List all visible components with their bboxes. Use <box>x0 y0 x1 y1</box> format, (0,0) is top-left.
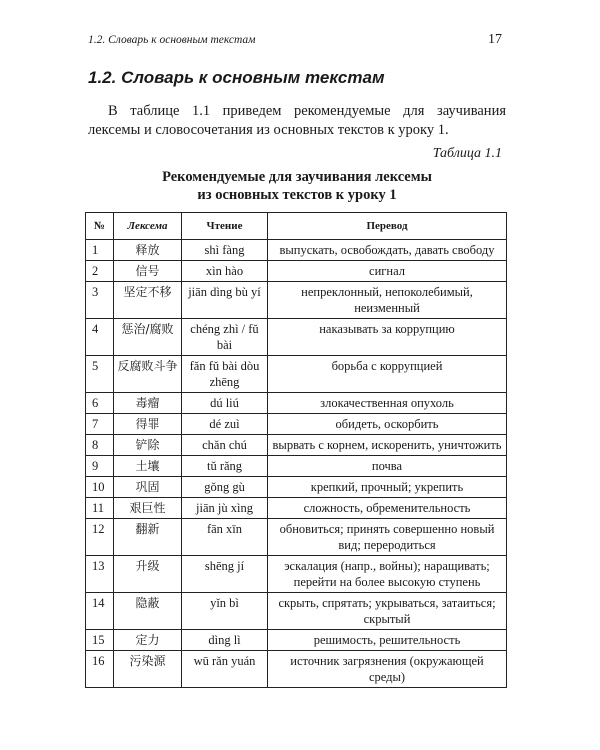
row-lexeme: 隐蔽 <box>114 593 182 630</box>
table-caption <box>88 168 506 204</box>
row-translation: сигнал <box>268 261 507 282</box>
row-translation: вырвать с корнем, искоренить, уничтожить <box>268 435 507 456</box>
row-number: 9 <box>86 456 114 477</box>
row-number: 3 <box>86 282 114 319</box>
row-lexeme: 土壤 <box>114 456 182 477</box>
table-header-row <box>86 213 507 240</box>
row-lexeme: 反腐败斗争 <box>114 356 182 393</box>
row-number: 7 <box>86 414 114 435</box>
row-reading: wū rǎn yuán <box>182 651 268 688</box>
table-label: Таблица 1.1 <box>432 146 502 161</box>
row-number: 15 <box>86 630 114 651</box>
row-reading: tǔ rǎng <box>182 456 268 477</box>
row-lexeme: 升级 <box>114 556 182 593</box>
row-reading: fǎn fǔ bài dòu zhēng <box>182 356 268 393</box>
table-row <box>86 393 507 414</box>
row-translation: борьба с коррупцией <box>268 356 507 393</box>
row-lexeme: 艰巨性 <box>114 498 182 519</box>
table-row <box>86 261 507 282</box>
row-translation: обидеть, оскорбить <box>268 414 507 435</box>
table-row <box>86 630 507 651</box>
row-reading: dé zuì <box>182 414 268 435</box>
table-row <box>86 477 507 498</box>
table-row <box>86 498 507 519</box>
page-number: 17 <box>488 32 502 47</box>
row-number: 14 <box>86 593 114 630</box>
row-number: 2 <box>86 261 114 282</box>
header-translation: Перевод <box>268 213 507 240</box>
row-lexeme: 翻新 <box>114 519 182 556</box>
table-row <box>86 519 507 556</box>
row-reading: shēng jí <box>182 556 268 593</box>
row-reading: dìng lì <box>182 630 268 651</box>
table-row <box>86 282 507 319</box>
row-translation: непреклонный, непоколебимый, неизменный <box>268 282 507 319</box>
row-lexeme: 定力 <box>114 630 182 651</box>
running-head: 1.2. Словарь к основным текстам <box>88 34 256 46</box>
row-number: 1 <box>86 240 114 261</box>
row-number: 6 <box>86 393 114 414</box>
row-number: 5 <box>86 356 114 393</box>
row-lexeme: 铲除 <box>114 435 182 456</box>
table-row <box>86 240 507 261</box>
row-lexeme: 信号 <box>114 261 182 282</box>
table-caption-line2: из основных текстов к уроку 1 <box>197 187 397 203</box>
row-number: 16 <box>86 651 114 688</box>
table-row <box>86 435 507 456</box>
row-number: 13 <box>86 556 114 593</box>
table-row <box>86 651 507 688</box>
row-lexeme: 巩固 <box>114 477 182 498</box>
row-reading: yǐn bì <box>182 593 268 630</box>
header-number: № <box>86 213 114 240</box>
table-row <box>86 593 507 630</box>
row-translation: эскалация (напр., войны); наращивать; перейти на более высокую ступень <box>268 556 507 593</box>
table-body <box>86 240 507 688</box>
row-reading: shì fàng <box>182 240 268 261</box>
row-number: 10 <box>86 477 114 498</box>
table-row <box>86 414 507 435</box>
row-number: 8 <box>86 435 114 456</box>
row-translation: сложность, обременительность <box>268 498 507 519</box>
row-number: 11 <box>86 498 114 519</box>
section-title: 1.2. Словарь к основным текстам <box>88 68 385 87</box>
table-row <box>86 356 507 393</box>
row-translation: наказывать за коррупцию <box>268 319 507 356</box>
row-reading: chéng zhì / fǔ bài <box>182 319 268 356</box>
header-lexeme: Лексема <box>114 213 182 240</box>
row-reading: gǒng gù <box>182 477 268 498</box>
row-lexeme: 释放 <box>114 240 182 261</box>
row-reading: dú liú <box>182 393 268 414</box>
row-number: 4 <box>86 319 114 356</box>
row-translation: злокачественная опухоль <box>268 393 507 414</box>
vocabulary-table <box>85 212 507 688</box>
table-row <box>86 319 507 356</box>
row-lexeme: 惩治/腐败 <box>114 319 182 356</box>
row-reading: fān xīn <box>182 519 268 556</box>
table-row <box>86 556 507 593</box>
row-lexeme: 污染源 <box>114 651 182 688</box>
row-number: 12 <box>86 519 114 556</box>
row-reading: chǎn chú <box>182 435 268 456</box>
row-lexeme: 坚定不移 <box>114 282 182 319</box>
table-caption-line1: Рекомендуемые для заучивания лексемы <box>162 169 432 185</box>
row-lexeme: 得罪 <box>114 414 182 435</box>
row-translation: решимость, решительность <box>268 630 507 651</box>
row-reading: jiān dìng bù yí <box>182 282 268 319</box>
row-translation: обновиться; принять совершенно новый вид; переродиться <box>268 519 507 556</box>
row-lexeme: 毒瘤 <box>114 393 182 414</box>
row-reading: jiān jù xìng <box>182 498 268 519</box>
header-reading: Чтение <box>182 213 268 240</box>
intro-paragraph: В таблице 1.1 приведем рекомендуемые для заучивания лексемы и словосочетания из основных текстов к уроку 1. <box>88 103 506 138</box>
row-translation: почва <box>268 456 507 477</box>
table-row <box>86 456 507 477</box>
row-reading: xìn hào <box>182 261 268 282</box>
row-translation: крепкий, прочный; укрепить <box>268 477 507 498</box>
row-translation: скрыть, спрятать; укрываться, затаиться; скрытый <box>268 593 507 630</box>
row-translation: выпускать, освобождать, давать свободу <box>268 240 507 261</box>
row-translation: источник загрязнения (окружающей среды) <box>268 651 507 688</box>
